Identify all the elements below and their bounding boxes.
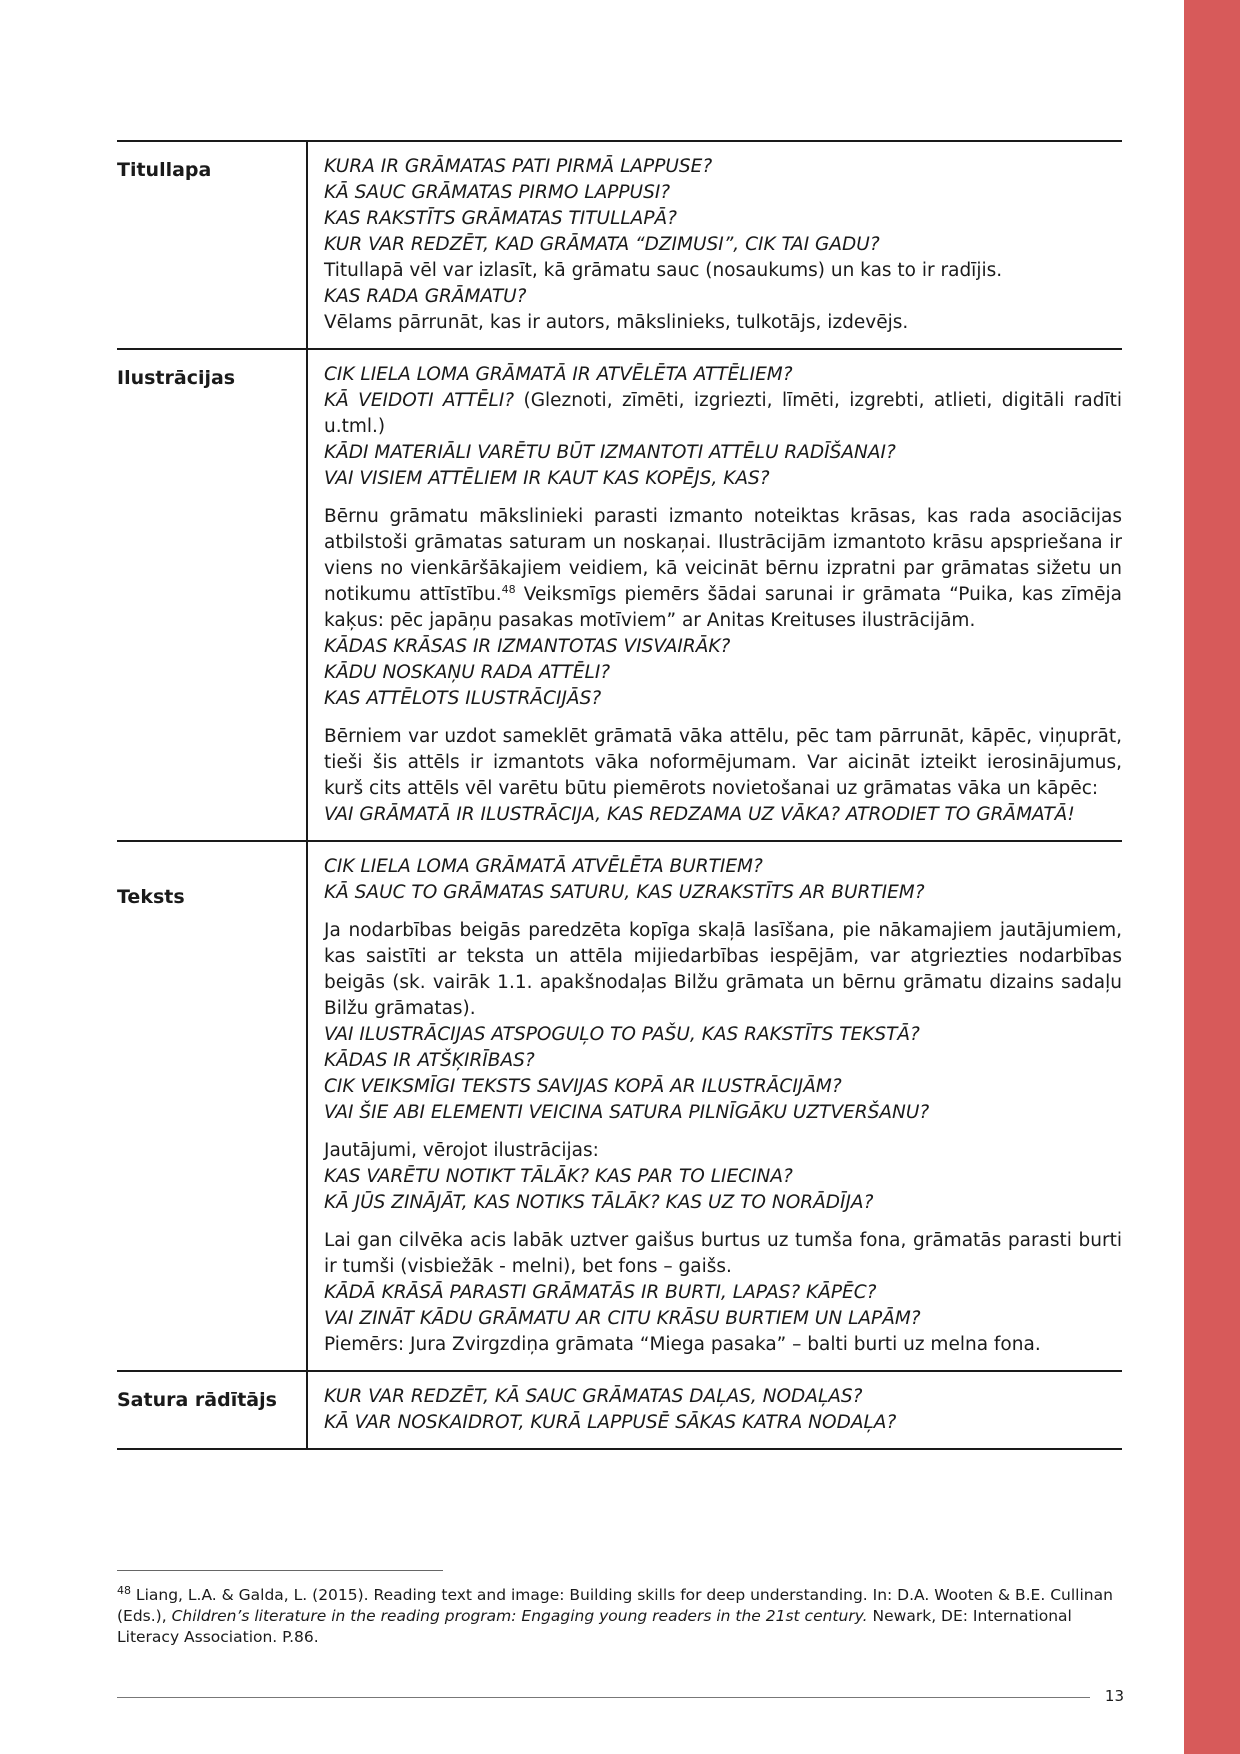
question-text: KAS VARĒTU NOTIKT TĀLĀK? KAS PAR TO LIECINA? (324, 1166, 793, 1187)
row-label: Teksts (117, 841, 307, 1371)
question-text: KUR VAR REDZĒT, KĀ SAUC GRĀMATAS DAĻAS, NODAĻAS? (324, 1386, 863, 1407)
text-block (324, 724, 1122, 828)
question-text: KĀDU NOSKAŅU RADA ATTĒLI? (324, 662, 611, 683)
question-text: KĀDAS KRĀSAS IR IZMANTOTAS VISVAIRĀK? (324, 636, 731, 657)
question-text: KĀ SAUC GRĀMATAS PIRMO LAPPUSI? (324, 182, 671, 203)
table-body (117, 141, 1122, 1449)
text-line (324, 504, 1122, 634)
question-line (324, 1410, 1122, 1436)
question-text: KĀ VEIDOTI ATTĒLI? (324, 390, 515, 411)
body-text: Lai gan cilvēka acis labāk uztver gaišus burtus uz tumša fona, grāmatās parasti burti ir tumši (visbiežāk - melni), bet fons – gaišs. (324, 1230, 1122, 1277)
text-block (324, 1138, 1122, 1216)
question-text: KAS RADA GRĀMATU? (324, 286, 527, 307)
question-line (324, 880, 1122, 906)
text-block (324, 154, 1122, 336)
question-line (324, 362, 1122, 388)
text-line (324, 258, 1122, 284)
question-line (324, 388, 1122, 440)
body-text: Ja nodarbības beigās paredzēta kopīga skaļā lasīšana, pie nākamajiem jautājumiem, kas saistīti ar teksta un attēla mijiedarbības iespējām, var atgriezties nodarbības beigās (sk. vairāk 1.1. apakšnodaļas Bilžu grāmata un bērnu grāmatu dizains sadaļu Bilžu grāmatas). (324, 920, 1122, 1019)
question-text: VAI ZINĀT KĀDU GRĀMATU AR CITU KRĀSU BURTIEM UN LAPĀM? (324, 1308, 921, 1329)
text-block (324, 504, 1122, 712)
text-line (324, 724, 1122, 802)
table-row (117, 1371, 1122, 1449)
text-block (324, 1384, 1122, 1436)
question-line (324, 284, 1122, 310)
row-content (307, 141, 1122, 349)
question-line (324, 1306, 1122, 1332)
footnote-text-before: Liang, L.A. & Galda, L. (2015). Reading text and image: Building skills for deep understanding. In: D.A. Wooten & B.E. Cullinan (Eds.), (117, 1586, 1113, 1625)
text-line (324, 918, 1122, 1022)
footnote-marker: 48 (117, 1583, 131, 1597)
question-text: CIK VEIKSMĪGI TEKSTS SAVIJAS KOPĀ AR ILUSTRĀCIJĀM? (324, 1076, 842, 1097)
question-line (324, 440, 1122, 466)
question-text: KAS ATTĒLOTS ILUSTRĀCIJĀS? (324, 688, 602, 709)
question-text: VAI ILUSTRĀCIJAS ATSPOGUĻO TO PAŠU, KAS RAKSTĪTS TEKSTĀ? (324, 1024, 920, 1045)
text-block (324, 918, 1122, 1126)
question-text: KĀDAS IR ATŠĶIRĪBAS? (324, 1050, 535, 1071)
question-line (324, 1164, 1122, 1190)
text-line (324, 310, 1122, 336)
question-line (324, 180, 1122, 206)
body-text: Titullapā vēl var izlasīt, kā grāmatu sauc (nosaukums) un kas to ir radījis. (324, 260, 1003, 281)
question-text: VAI VISIEM ATTĒLIEM IR KAUT KAS KOPĒJS, KAS? (324, 468, 770, 489)
question-line (324, 802, 1122, 828)
question-line (324, 206, 1122, 232)
question-line (324, 660, 1122, 686)
question-text: VAI ŠIE ABI ELEMENTI VEICINA SATURA PILNĪGĀKU UZTVERŠANU? (324, 1102, 930, 1123)
question-line (324, 1022, 1122, 1048)
footer-rule (117, 1697, 1090, 1698)
question-text: KUR VAR REDZĒT, KAD GRĀMATA “DZIMUSI”, CIK TAI GADU? (324, 234, 880, 255)
text-line (324, 1138, 1122, 1164)
text-block (324, 362, 1122, 492)
question-text: CIK LIELA LOMA GRĀMATĀ IR ATVĒLĒTA ATTĒLIEM? (324, 364, 793, 385)
question-line (324, 1100, 1122, 1126)
row-content (307, 1371, 1122, 1449)
footnote-text-after: Newark, DE: International Literacy Association. P.86. (117, 1607, 1072, 1646)
question-line (324, 634, 1122, 660)
question-line (324, 154, 1122, 180)
question-text: KAS RAKSTĪTS GRĀMATAS TITULLAPĀ? (324, 208, 677, 229)
question-line (324, 854, 1122, 880)
question-text: KĀDĀ KRĀSĀ PARASTI GRĀMATĀS IR BURTI, LAPAS? KĀPĒC? (324, 1282, 877, 1303)
question-line (324, 466, 1122, 492)
body-text: Bērnu grāmatu mākslinieki parasti izmanto noteiktas krāsas, kas rada asociācijas atbilstoši grāmatas saturam un noskaņai. Ilustrācijām izmantoto krāsu apspriešana ir viens no vienkāršākajiem veidiem, kā veicināt bērnu izpratni par grāmatas sižetu un notikumu attīstību. (324, 506, 1122, 605)
text-block (324, 854, 1122, 906)
page-number: 13 (1104, 1687, 1124, 1705)
text-block (324, 1228, 1122, 1358)
question-line (324, 1074, 1122, 1100)
question-line (324, 1190, 1122, 1216)
row-content (307, 841, 1122, 1371)
footnote-title: Children’s literature in the reading program: Engaging young readers in the 21st century. (171, 1607, 868, 1625)
question-line (324, 232, 1122, 258)
table-row (117, 841, 1122, 1371)
body-text: Bērniem var uzdot sameklēt grāmatā vāka attēlu, pēc tam pārrunāt, kāpēc, viņuprāt, tieši šis attēls ir izmantots vāka noformējumam. Var aicināt izteikt ierosinājumus, kurš cits attēls vēl varētu būtu piemērots novietošanai uz grāmatas vāka un kāpēc: (324, 726, 1122, 799)
question-text: KĀ SAUC TO GRĀMATAS SATURU, KAS UZRAKSTĪTS AR BURTIEM? (324, 882, 925, 903)
question-text: KĀ JŪS ZINĀJĀT, KAS NOTIKS TĀLĀK? KAS UZ TO NORĀDĪJA? (324, 1192, 874, 1213)
question-text: KĀDI MATERIĀLI VARĒTU BŪT IZMANTOTI ATTĒLU RADĪŠANAI? (324, 442, 896, 463)
footnote-separator (117, 1570, 443, 1571)
footnote-reference: 48 (501, 582, 516, 596)
text-line (324, 1332, 1122, 1358)
question-line (324, 1048, 1122, 1074)
footnote (117, 1585, 1122, 1648)
body-text-continuation: Veiksmīgs piemērs šādai sarunai ir grāmata “Puika, kas zīmēja kaķus: pēc japāņu pasakas motīviem” ar Anitas Kreituses ilustrācijām. (324, 584, 1122, 631)
row-label: Titullapa (117, 141, 307, 349)
question-text: KURA IR GRĀMATAS PATI PIRMĀ LAPPUSE? (324, 156, 713, 177)
table-row (117, 349, 1122, 841)
body-text: Jautājumi, vērojot ilustrācijas: (324, 1140, 599, 1161)
side-color-band (1184, 0, 1240, 1754)
question-line (324, 1384, 1122, 1410)
table-row (117, 141, 1122, 349)
row-content (307, 349, 1122, 841)
row-label: Ilustrācijas (117, 349, 307, 841)
body-text: Vēlams pārrunāt, kas ir autors, mākslinieks, tulkotājs, izdevējs. (324, 312, 909, 333)
body-text-continuation: (Gleznoti, zīmēti, izgriezti, līmēti, izgrebti, atlieti, digitāli radīti u.tml.) (324, 390, 1122, 437)
question-text: KĀ VAR NOSKAIDROT, KURĀ LAPPUSĒ SĀKAS KATRA NODAĻA? (324, 1412, 897, 1433)
text-line (324, 1228, 1122, 1280)
question-text: VAI GRĀMATĀ IR ILUSTRĀCIJA, KAS REDZAMA UZ VĀKA? ATRODIET TO GRĀMATĀ! (324, 804, 1075, 825)
row-label: Satura rādītājs (117, 1371, 307, 1449)
question-text: CIK LIELA LOMA GRĀMATĀ ATVĒLĒTA BURTIEM? (324, 856, 763, 877)
content-table (117, 140, 1122, 1450)
body-text: Piemērs: Jura Zvirgzdiņa grāmata “Miega pasaka” – balti burti uz melna fona. (324, 1334, 1041, 1355)
question-line (324, 1280, 1122, 1306)
question-line (324, 686, 1122, 712)
